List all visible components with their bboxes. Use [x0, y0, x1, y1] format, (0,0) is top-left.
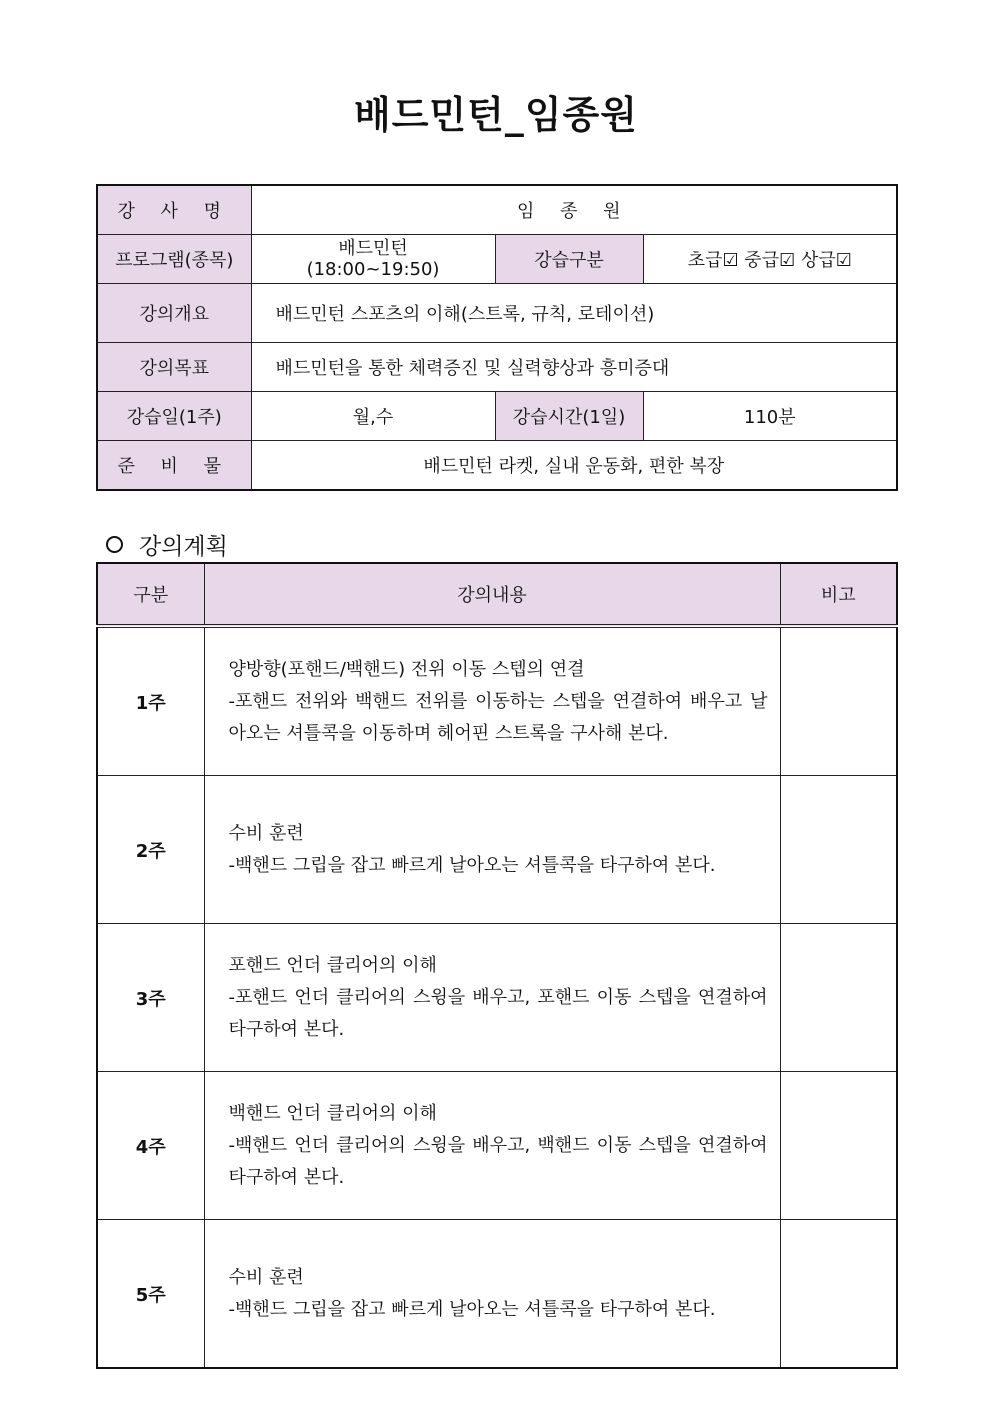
supplies-value: 배드민턴 라켓, 실내 운동화, 편한 복장: [251, 441, 897, 491]
level-label: 강습구분: [495, 235, 643, 284]
program-name: 배드민턴: [338, 238, 408, 259]
page-title: 배드민턴_임종원: [354, 93, 638, 137]
goal-label: 강의목표: [97, 343, 251, 392]
section-title: 강의계획: [139, 534, 228, 560]
instructor-label: 강 사 명: [97, 185, 251, 235]
week-cell: 3주: [97, 924, 204, 1072]
content-detail: -백핸드 그립을 잡고 빠르게 날아오는 셔틀콕을 타구하여 본다.: [228, 1298, 716, 1320]
days-label: 강습일(1주): [97, 392, 251, 441]
content-title: 수비 훈련: [228, 822, 304, 844]
content-detail: -포핸드 언더 클리어의 스윙을 배우고, 포핸드 이동 스텝을 연결하여 타구하여 본다.: [228, 986, 768, 1040]
days-value: 월,수: [251, 392, 495, 441]
content-cell: [204, 924, 780, 1072]
time-label: 강습시간(1일): [495, 392, 643, 441]
table-row: [97, 1220, 897, 1369]
overview-value: 배드민턴 스포츠의 이해(스트록, 규칙, 로테이션): [251, 284, 897, 343]
week-cell: 2주: [97, 776, 204, 924]
note-cell: [780, 1072, 897, 1220]
note-cell: [780, 626, 897, 776]
content-detail: -포핸드 전위와 백핸드 전위를 이동하는 스텝을 연결하여 배우고 날아오는 셔틀콕을 이동하며 헤어핀 스트록을 구사해 본다.: [228, 690, 768, 744]
instructor-value: 임 종 원: [251, 185, 897, 235]
content-cell: [204, 1072, 780, 1220]
section-heading: [106, 528, 228, 561]
content-cell: [204, 1220, 780, 1369]
note-cell: [780, 776, 897, 924]
header-content: 강의내용: [204, 563, 780, 626]
content-title: 양방향(포핸드/백핸드) 전위 이동 스텝의 연결: [228, 658, 585, 680]
time-value: 110분: [643, 392, 897, 441]
circle-bullet-icon: [106, 536, 123, 553]
content-title: 포핸드 언더 클리어의 이해: [228, 954, 437, 976]
lecture-plan-table: [96, 562, 898, 1369]
week-cell: 4주: [97, 1072, 204, 1220]
table-row: [97, 626, 897, 776]
week-cell: 5주: [97, 1220, 204, 1369]
goal-value: 배드민턴을 통한 체력증진 및 실력향상과 흥미증대: [251, 343, 897, 392]
content-title: 수비 훈련: [228, 1266, 304, 1288]
table-row: [97, 924, 897, 1072]
supplies-label: 준 비 물: [97, 441, 251, 491]
week-cell: 1주: [97, 626, 204, 776]
level-value: 초급☑ 중급☑ 상급☑: [643, 235, 897, 284]
content-detail: -백핸드 언더 클리어의 스윙을 배우고, 백핸드 이동 스텝을 연결하여 타구하여 본다.: [228, 1134, 768, 1188]
program-time: (18:00~19:50): [306, 259, 440, 280]
note-cell: [780, 924, 897, 1072]
program-label: 프로그램(종목): [97, 235, 251, 284]
header-note: 비고: [780, 563, 897, 626]
content-cell: [204, 776, 780, 924]
course-info-table: [96, 184, 898, 491]
program-value: [251, 235, 495, 284]
table-row: [97, 776, 897, 924]
note-cell: [780, 1220, 897, 1369]
content-cell: [204, 626, 780, 776]
content-title: 백핸드 언더 클리어의 이해: [228, 1102, 437, 1124]
content-detail: -백핸드 그립을 잡고 빠르게 날아오는 셔틀콕을 타구하여 본다.: [228, 854, 716, 876]
overview-label: 강의개요: [97, 284, 251, 343]
table-row: [97, 1072, 897, 1220]
header-week: 구분: [97, 563, 204, 626]
